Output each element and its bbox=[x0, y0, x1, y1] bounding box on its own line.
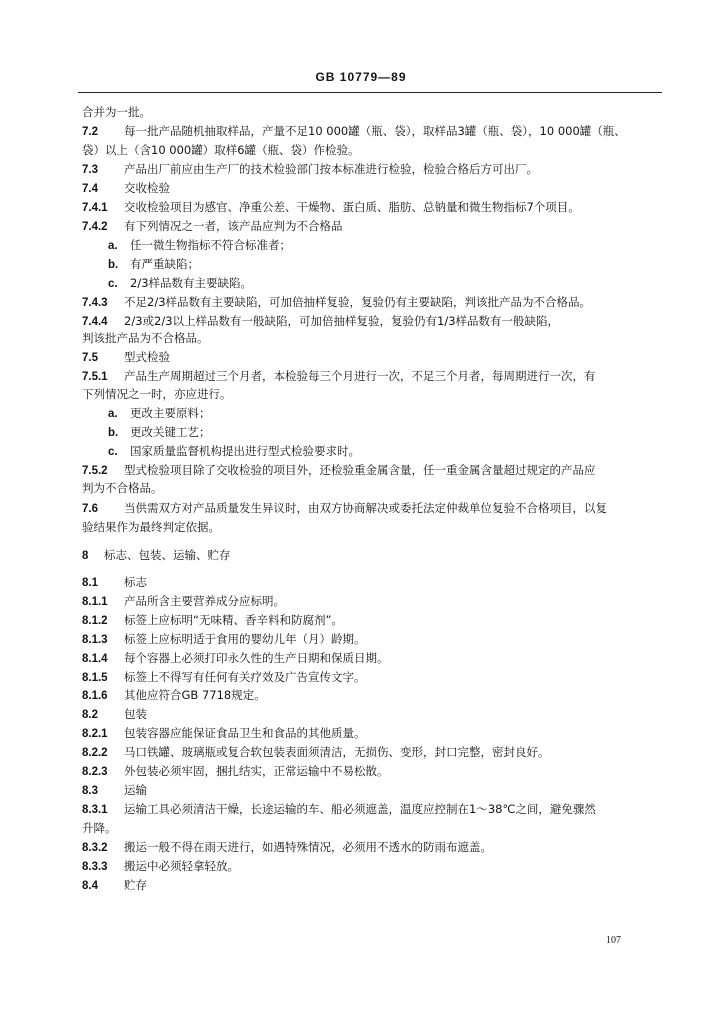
clause-8-1-2: 8.1.2 标签上应标明“无味精、香辛料和防腐剂”。 bbox=[82, 613, 343, 627]
clause-8-1: 8.1 标志 bbox=[82, 575, 147, 589]
clause-8-2-1: 8.2.1 包装容器应能保证食品卫生和食品的其他质量。 bbox=[82, 726, 366, 740]
clause-7-6: 7.6 当供需双方对产品质量发生异议时，由双方协商解决或委托法定仲裁单位复验不合格项目，以复 bbox=[82, 501, 607, 515]
clause-8-3-2: 8.3.2 搬运一般不得在雨天进行，如遇特殊情况，必须用不透水的防雨布遮盖。 bbox=[82, 840, 492, 854]
list-item: a. 任一微生物指标不符合标准者； bbox=[108, 238, 291, 252]
clause-8-2: 8.2 包装 bbox=[82, 707, 147, 721]
clause-8-1-6: 8.1.6 其他应符合GB 7718规定。 bbox=[82, 688, 266, 702]
clause-7-4-2: 7.4.2 有下列情况之一者，该产品应判为不合格品 bbox=[82, 219, 343, 233]
clause-7-5: 7.5 型式检验 bbox=[82, 350, 170, 364]
list-item: b. 有严重缺陷； bbox=[108, 257, 199, 271]
clause-7-4-1: 7.4.1 交收检验项目为感官、净重公差、干燥物、蛋白质、脂肪、总钠量和微生物指标7个项目。 bbox=[82, 200, 580, 214]
clause-8-3-3: 8.3.3 搬运中必须轻拿轻放。 bbox=[82, 859, 239, 873]
text-line: 判为不合格品。 bbox=[82, 481, 163, 495]
clause-8-3-1: 8.3.1 运输工具必须清洁干燥，长途运输的车、船必须遮盖，温度应控制在1～38℃之间，避免骤然 bbox=[82, 802, 596, 816]
list-item: b. 更改关键工艺； bbox=[108, 425, 211, 439]
header-rule bbox=[78, 92, 662, 93]
clause-8-2-2: 8.2.2 马口铁罐、玻璃瓶或复合软包装表面须清洁，无损伤、变形，封口完整，密封良好。 bbox=[82, 745, 550, 759]
clause-8-1-5: 8.1.5 标签上不得写有任何有关疗效及广告宣传文字。 bbox=[82, 670, 366, 684]
clause-8-3: 8.3 运输 bbox=[82, 783, 147, 797]
clause-7-5-1: 7.5.1 产品生产周期超过三个月者，本检验每三个月进行一次，不足三个月者，每周期进行一次，有 bbox=[82, 369, 596, 383]
clause-8-1-4: 8.1.4 每个容器上必须打印永久性的生产日期和保质日期。 bbox=[82, 651, 389, 665]
clause-7-4: 7.4 交收检验 bbox=[82, 181, 170, 195]
clause-8-2-3: 8.2.3 外包装必须牢固，捆扎结实，正常运输中不易松散。 bbox=[82, 764, 389, 778]
clause-7-5-2: 7.5.2 型式检验项目除了交收检验的项目外，还检验重金属含量，任一重金属含量超过规定的产品应 bbox=[82, 463, 596, 477]
clause-8-1-3: 8.1.3 标签上应标明适于食用的婴幼儿年（月）龄期。 bbox=[82, 632, 366, 646]
clause-8-1-1: 8.1.1 产品所含主要营养成分应标明。 bbox=[82, 594, 285, 608]
list-item: c. 国家质量监督机构提出进行型式检验要求时。 bbox=[108, 444, 360, 458]
text-line: 下列情况之一时，亦应进行。 bbox=[82, 387, 232, 401]
clause-7-3: 7.3 产品出厂前应由生产厂的技术检验部门按本标准进行检验，检验合格后方可出厂。 bbox=[82, 162, 538, 176]
page-number: 107 bbox=[606, 935, 621, 946]
text-line: 升降。 bbox=[82, 821, 117, 835]
clause-7-4-4: 7.4.4 2/3或2/3以上样品数有一般缺陷，可加倍抽样复验，复验仍有1/3样品数有一般缺陷， bbox=[82, 314, 560, 328]
clause-7-4-3: 7.4.3 不足2/3样品数有主要缺陷，可加倍抽样复验，复验仍有主要缺陷，判该批产品为不合格品。 bbox=[82, 295, 592, 309]
list-item: c. 2/3样品数有主要缺陷。 bbox=[108, 276, 253, 290]
text-line: 合并为一批。 bbox=[82, 105, 151, 119]
text-line: 验结果作为最终判定依据。 bbox=[82, 520, 220, 534]
clause-7-2: 7.2 每一批产品随机抽取样品，产量不足10 000罐（瓶、袋），取样品3罐（瓶、袋），10 000罐（瓶、 bbox=[82, 124, 626, 138]
clause-8-4: 8.4 贮存 bbox=[82, 878, 147, 892]
text-line: 袋）以上（含10 000罐）取样6罐（瓶、袋）作检验。 bbox=[82, 143, 360, 157]
section-8-heading: 8 标志、包装、运输、贮存 bbox=[82, 548, 231, 562]
list-item: a. 更改主要原料； bbox=[108, 406, 211, 420]
standard-code-header: GB 10779—89 bbox=[315, 70, 407, 84]
text-line: 判该批产品为不合格品。 bbox=[82, 331, 209, 345]
